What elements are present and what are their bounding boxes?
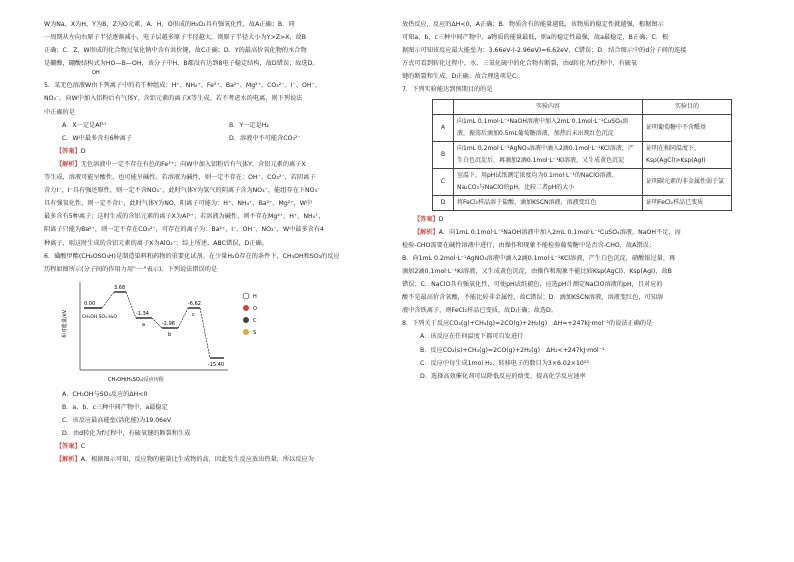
level-value: 0.00 [84, 300, 96, 307]
row-option: D [433, 195, 454, 210]
species-label: c [192, 311, 195, 318]
cont-line: 键的断裂和生成，D正确；故合理选项是C。 [402, 73, 523, 81]
row-content: 向1mL 0.2mol·L⁻¹AgNO₃溶液中滴入2滴0.1mol·L⁻¹KCl溶液，产生白色沉淀后，再滴加2滴0.1mol·L⁻¹KI溶液，又生成黄色沉淀 [454, 141, 643, 168]
row-option: A [433, 114, 454, 141]
q5-option-a: A．X一定是Al³⁺ [62, 121, 107, 129]
q5-stem: 中正确的是 [44, 108, 75, 116]
cont-line: 据图示可知该反应最大能垒为：3.66eV-(-2.96eV)=6.62eV，C错误；D．结合图示中的d分子间的连接 [402, 47, 687, 55]
intro-line: 是硼酸，硼酸结构式为HO—B—OH，该分子中H、B都没有达到8电子稳定结构，故D错误；故选D。 [44, 60, 319, 68]
legend-c-icon [243, 317, 249, 323]
analysis-line: 酸不是最高价含氧酸，不能比较非金属性，故C错误；D．滴加KSCN溶液，溶液变红色，可知溶 [402, 294, 664, 302]
energy-profile-chart [58, 278, 298, 386]
legend-h-icon [243, 293, 249, 299]
analysis-line: 液中含铁离子，则FeCl₂样品已变质，故D正确；故选D。 [402, 307, 558, 315]
table-row [433, 114, 732, 141]
analysis-line: 滴加2滴0.1mol·L⁻¹KI溶液，又生成黄色沉淀，由操作和现象不能比较Ksp(AgCl)、Ksp(AgI)，故B [402, 267, 672, 275]
legend-label: S [253, 329, 257, 336]
analysis-line: 最多含有5种离子；这时生成的含铝元素的离子X为Al³⁺；若溶液为碱性，则不存在Mg²⁺、H⁺、NH₄⁺， [44, 213, 325, 221]
level-value: -2.96 [162, 320, 175, 327]
x-axis-label: CH₃OH(H₂SO₄)反应历程 [108, 376, 164, 383]
legend-label: H [253, 293, 257, 300]
intro-line: W为Na，X为H，Y为B，Z为O元素，A．H、O形成的H₂O₂具有强氧化性，故A正确；B．同 [44, 21, 295, 28]
answer-value: D [438, 215, 444, 223]
analysis-line: 阳离子只能为Ba²⁺，则一定不存在CO₃²⁻，可存在的离子为：Ba²⁺、I⁻、OH⁻、NO₃⁻，W中最多含有4 [44, 226, 324, 234]
table-row [433, 195, 732, 210]
intro-line: 一周期从左向右原子半径逐渐减小，电子层越多原子半径越大，则原子半径大小为Y>Z>X，故B [44, 34, 306, 42]
path-segment [152, 318, 162, 328]
cont-line: 放热反应，反应的ΔH<0，A正确；B．物质含有的能量越低，该物质的稳定性就越强，根据图示 [402, 21, 664, 28]
analysis-line: 具有强氧化性，则一定不含I⁻，此时气体Y为NO，阳离子可能为：H⁺、NH₄⁺、Ba²⁺、Mg²⁺，W中 [44, 200, 313, 208]
analysis-line: 等生成，溶液可能呈酸性，也可能呈碱性。若溶液为碱性，则一定不存在：OH⁻、CO₃²⁻，若阴离子 [44, 174, 316, 182]
answer-label: 【答案】 [56, 147, 81, 155]
row-option: C [433, 168, 454, 195]
q5-options-row [44, 132, 396, 145]
path-segment [200, 308, 210, 358]
q6-option-c: C．该反应最高能垒(活化能)为19.06eV [62, 416, 172, 424]
level-value: -6.62 [188, 300, 201, 307]
intro-line: 正确；C．Z、W形成的化合物过氧化钠中含有共价键，故C正确；D．Y的最高价氧化物的水合物 [44, 47, 307, 55]
analysis-line: 种离子，则这时生成的含铝元素的离子X为AlO₂⁻；综上所述，ABC错误，D正确。 [44, 239, 268, 247]
q6-option-d: D．由d转化为f过程中，有硫氧键的断裂和生成 [62, 430, 191, 438]
q7-answer [402, 213, 754, 226]
q5-options-row [44, 119, 396, 132]
cont-line: 方式可看到转化过程中，水、三氧化硫中的化合物有断裂，由d转化为f过程中，有硫氧 [402, 60, 638, 68]
path-segment [178, 308, 188, 328]
table-row [433, 168, 732, 195]
table-header-blank [433, 99, 454, 114]
boric-acid-oh: OH [92, 70, 100, 77]
path-segment [126, 292, 136, 318]
level-value: 3.68 [114, 284, 126, 291]
legend-label: C [253, 317, 257, 324]
answer-value: D [80, 147, 86, 155]
right-column [402, 18, 754, 383]
analysis-line: 含力I⁻，I⁻具有强还原性，则一定不含NO₃⁻，此时气体Y为氢气的阴离子含为NO₃⁻，能组存在下NO₃⁻ [44, 187, 321, 195]
q7-stem: 7．下列实验能达到预期目的的是 [402, 86, 493, 94]
species-label: a [142, 321, 146, 328]
table-header: 实验内容 [454, 99, 643, 114]
q5-option-d: D．溶液中不可能含CO₃²⁻ [229, 134, 301, 142]
analysis-line: B．向1mL 0.2mol·L⁻¹AgNO₃溶液中滴入2滴0.1mol·L⁻¹KCl溶液，产生白色沉淀，硝酸银过量，再 [402, 254, 676, 262]
analysis-label: 【解析】 [414, 228, 439, 236]
analysis-line: A．向1mL 0.1mol·L⁻¹NaOH溶液中加入2mL 0.1mol·L⁻¹CuSO₄溶液，NaOH不足，而 [438, 228, 681, 236]
analysis-label: 【解析】 [56, 160, 81, 168]
table-header: 实验目的 [643, 99, 732, 114]
q6-stem: 6．磺酸甲酯(CH₃OSO₃H)是制造染料和药物的重要化试剂。在少量H₂O存在的条件下，CH₃OH和SO₃的反应 [44, 252, 340, 260]
analysis-line: 检验-CHO需要在碱性溶液中进行，由操作和现象不能检验葡萄糖中是否含-CHO，故A错误； [402, 241, 655, 249]
analysis-label: 【解析】 [56, 456, 81, 464]
answer-value: C [80, 443, 86, 451]
level-value: -15.40 [208, 361, 225, 368]
q6-stem: 历程如图所示(分子间的作用力用"····"表示)。下列说法错误的是 [44, 265, 218, 273]
q5-analysis [44, 158, 396, 171]
path-segment [102, 292, 114, 308]
q8-stem: 8．下列关于反应CO₂(g)+CH₄(g)=2CO(g)+2H₂(g) ΔH=+247kJ·mol⁻¹的说法正确的是 [402, 320, 653, 328]
row-goal: 证明FeCl₂样品已变质 [643, 195, 732, 210]
q6-option-b: B．a、b、c三种中间产物中，a最稳定 [62, 403, 168, 411]
legend-o-icon [243, 305, 249, 311]
q8-option-c: C．反应中每生成1mol H₂，转移电子的数目为3×6.02×10²³ [420, 359, 589, 367]
q6-analysis [44, 453, 396, 466]
answer-label: 【答案】 [414, 215, 439, 223]
species-label: b [168, 331, 172, 338]
legend-label: O [253, 305, 257, 312]
q6-option-a: A．CH₃OH与SO₃反应的ΔH<0 [62, 390, 148, 398]
q8-option-b: B．反应CO₂(s)+CH₄(g)=2CO(g)+2H₂(g) ΔH₁<+247kJ·mol⁻¹ [420, 346, 605, 354]
y-axis-label: 相对能量/eV [62, 309, 68, 338]
table-header-row [433, 99, 732, 114]
analysis-line: 无色溶液中一定不存在有色的Fe³⁺；向W中加入铝粉后有气体Y、含铝元素的离子X [80, 160, 306, 168]
row-goal: 证明葡萄糖中不含醛基 [643, 114, 732, 141]
table-row [433, 141, 732, 168]
row-option: B [433, 141, 454, 168]
q7-analysis [402, 226, 754, 239]
level-value: -1.34 [136, 310, 149, 317]
row-goal: 证明在相同温度下，Ksp(AgCl)>Ksp(AgI) [643, 141, 732, 168]
q5-answer [44, 145, 396, 158]
q6-answer [44, 440, 396, 453]
row-content: 室温下，用pH试纸测定浓度均为0.1mol·L⁻¹的NaClO溶液、Na₂CO₃与NaClO的pH，比较二者pH的大小 [454, 168, 643, 195]
answer-label: 【答案】 [56, 443, 81, 451]
cont-line: 可知a、b、c三种中间产物中，a物质的能量最低，则a的稳定性最强，故a最稳定，B正确；C．根 [402, 34, 669, 42]
q8-option-d: D．选择高效催化剂可以降低反应的焓变，提高化学反应速率 [420, 372, 586, 380]
q8-option-a: A．该反应在任何温度下都可自发进行 [420, 333, 524, 341]
q5-stem: NO₃⁻。向W中加入铝粉后有气体Y、含铝元素的离子X等生成。若不考虑水的电离，则下列说法 [44, 95, 303, 103]
analysis-line: A．根据图示可知，反应物的能量比生成物的高，因此发生反应放出热量，所以反应为 [80, 456, 314, 464]
left-column [44, 18, 396, 466]
q7-table [432, 99, 732, 211]
q5-stem: 5．某无色溶液W由下列离子中的若干种组成：H⁺、NH₄⁺、Fe³⁺、Ba²⁺、Mg²⁺、CO₃²⁻、I⁻、OH⁻、 [44, 82, 321, 90]
energy-profile-svg [58, 278, 298, 386]
q5-option-c: C．W中最多含有6种离子 [62, 134, 133, 142]
species-label: CH₃OH SO₃ H₂O [82, 314, 118, 320]
row-goal: 证明碳元素的非金属性弱于氯 [643, 168, 732, 195]
q5-option-b: B．Y一定是H₂ [229, 121, 269, 129]
row-content: 向1mL 0.1mol·L⁻¹NaOH溶液中加入2mL 0.1mol·L⁻¹CuSO₄溶液，振荡后滴加0.5mL葡萄糖溶液，加热后未出现红色沉淀 [454, 114, 643, 141]
row-content: 将FeCl₂样品溶于盐酸，滴加KSCN溶液，溶液变红色 [454, 195, 643, 210]
analysis-line: 错误；C．NaClO具有强氧化性，可使pH试纸褪色，应选pH计测定NaClO溶液的pH，且对应的 [402, 281, 663, 289]
legend-s-icon [243, 329, 249, 335]
